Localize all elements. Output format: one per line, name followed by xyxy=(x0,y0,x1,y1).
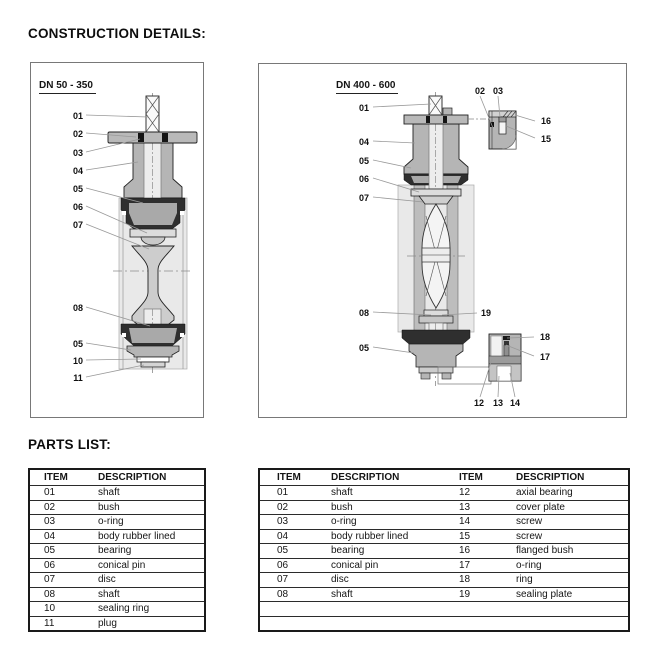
table-cell: 03 xyxy=(29,515,98,530)
callout-label-12: 12 xyxy=(473,398,484,408)
table-cell: bush xyxy=(98,500,205,515)
table-cell xyxy=(516,602,629,617)
table-header-cell: ITEM xyxy=(459,469,516,486)
table-cell: 14 xyxy=(459,515,516,530)
table-cell: axial bearing xyxy=(516,486,629,501)
callout-label-07: 07 xyxy=(72,220,83,230)
table-cell xyxy=(259,616,331,631)
table-cell xyxy=(331,602,459,617)
valve-cross-section-drawing xyxy=(259,64,626,417)
table-header-cell: ITEM xyxy=(29,469,98,486)
table-cell: 15 xyxy=(459,529,516,544)
table-header-cell: DESCRIPTION xyxy=(331,469,459,486)
valve-cross-section-drawing xyxy=(31,63,203,417)
table-cell: o-ring xyxy=(98,515,205,530)
table-cell: 10 xyxy=(29,602,98,617)
table-row xyxy=(259,587,629,602)
callout-label-08: 08 xyxy=(72,303,83,313)
table-cell: body rubber lined xyxy=(98,529,205,544)
table-cell: sealing ring xyxy=(98,602,205,617)
table-cell: shaft xyxy=(98,587,205,602)
callout-label-08: 08 xyxy=(358,308,369,318)
parts-table-right xyxy=(258,468,630,632)
table-row xyxy=(29,529,205,544)
table-cell: sealing plate xyxy=(516,587,629,602)
table-row xyxy=(29,587,205,602)
callout-label-17: 17 xyxy=(539,352,550,362)
table-header-cell: DESCRIPTION xyxy=(516,469,629,486)
table-cell: shaft xyxy=(98,486,205,501)
callout-label-01: 01 xyxy=(72,111,83,121)
callout-label-05: 05 xyxy=(358,156,369,166)
callout-label-06: 06 xyxy=(72,202,83,212)
table-cell: disc xyxy=(331,573,459,588)
table-cell: 06 xyxy=(259,558,331,573)
callout-label-05b: 05 xyxy=(72,339,83,349)
table-cell: 01 xyxy=(29,486,98,501)
table-cell: 08 xyxy=(29,587,98,602)
table-cell: bearing xyxy=(98,544,205,559)
table-row xyxy=(29,515,205,530)
table-cell: o-ring xyxy=(516,558,629,573)
callout-label-07: 07 xyxy=(358,193,369,203)
table-cell: 16 xyxy=(459,544,516,559)
table-row xyxy=(29,544,205,559)
table-cell: 03 xyxy=(259,515,331,530)
diagram-panel-dn50-350 xyxy=(30,62,204,418)
table-cell: 17 xyxy=(459,558,516,573)
dn-range-label: DN 400 - 600 xyxy=(336,80,398,94)
callout-label-18: 18 xyxy=(539,332,550,342)
table-cell: conical pin xyxy=(98,558,205,573)
table-cell: 01 xyxy=(259,486,331,501)
table-cell: disc xyxy=(98,573,205,588)
table-cell: plug xyxy=(98,616,205,631)
callout-label-02: 02 xyxy=(72,129,83,139)
table-row xyxy=(259,544,629,559)
table-cell: shaft xyxy=(331,587,459,602)
diagram-panel-dn400-600 xyxy=(258,63,627,418)
callout-label-11: 11 xyxy=(73,373,83,383)
table-row xyxy=(29,558,205,573)
table-cell: cover plate xyxy=(516,500,629,515)
table-cell: 07 xyxy=(29,573,98,588)
table-cell xyxy=(259,602,331,617)
table-cell xyxy=(331,616,459,631)
table-row xyxy=(259,500,629,515)
callout-label-03: 03 xyxy=(72,148,83,158)
table-cell: flanged bush xyxy=(516,544,629,559)
table-cell: ring xyxy=(516,573,629,588)
table-cell xyxy=(459,602,516,617)
table-row xyxy=(259,515,629,530)
table-cell xyxy=(459,616,516,631)
table-cell: 02 xyxy=(29,500,98,515)
table-cell: 08 xyxy=(259,587,331,602)
callout-label-04: 04 xyxy=(358,137,369,147)
table-header-cell: ITEM xyxy=(259,469,331,486)
callout-label-19: 19 xyxy=(480,308,491,318)
table-cell: shaft xyxy=(331,486,459,501)
callout-label-01: 01 xyxy=(358,103,369,113)
table-cell: 13 xyxy=(459,500,516,515)
callout-label-02: 02 xyxy=(474,86,485,96)
table-cell: 12 xyxy=(459,486,516,501)
table-header-cell: DESCRIPTION xyxy=(98,469,205,486)
table-row xyxy=(259,558,629,573)
callout-label-05b: 05 xyxy=(358,343,369,353)
table-cell: conical pin xyxy=(331,558,459,573)
callout-label-16: 16 xyxy=(540,116,551,126)
parts-table-left xyxy=(28,468,206,632)
callout-label-06: 06 xyxy=(358,174,369,184)
table-row xyxy=(29,616,205,631)
table-cell: 05 xyxy=(29,544,98,559)
table-row xyxy=(29,602,205,617)
table-cell: o-ring xyxy=(331,515,459,530)
table-header-row xyxy=(259,469,629,486)
table-header-row xyxy=(29,469,205,486)
table-row xyxy=(29,573,205,588)
table-cell: 05 xyxy=(259,544,331,559)
table-cell: 07 xyxy=(259,573,331,588)
table-cell: screw xyxy=(516,515,629,530)
table-row xyxy=(29,500,205,515)
table-cell: bearing xyxy=(331,544,459,559)
construction-details-title: CONSTRUCTION DETAILS: xyxy=(28,26,206,41)
callout-label-13: 13 xyxy=(492,398,503,408)
table-cell: screw xyxy=(516,529,629,544)
table-row xyxy=(259,486,629,501)
callout-label-05: 05 xyxy=(72,184,83,194)
table-cell xyxy=(516,616,629,631)
table-row xyxy=(259,616,629,631)
table-cell: 02 xyxy=(259,500,331,515)
dn-range-label: DN 50 - 350 xyxy=(39,80,96,94)
table-cell: 04 xyxy=(29,529,98,544)
table-cell: 04 xyxy=(259,529,331,544)
callout-label-10: 10 xyxy=(72,356,83,366)
table-cell: body rubber lined xyxy=(331,529,459,544)
callout-label-15: 15 xyxy=(540,134,551,144)
table-cell: 19 xyxy=(459,587,516,602)
table-cell: 06 xyxy=(29,558,98,573)
parts-list-title: PARTS LIST: xyxy=(28,437,111,452)
table-row xyxy=(259,529,629,544)
table-row xyxy=(29,486,205,501)
table-row xyxy=(259,602,629,617)
callout-label-04: 04 xyxy=(72,166,83,176)
table-cell: 11 xyxy=(29,616,98,631)
callout-label-03: 03 xyxy=(492,86,503,96)
table-row xyxy=(259,573,629,588)
table-cell: bush xyxy=(331,500,459,515)
table-cell: 18 xyxy=(459,573,516,588)
callout-label-14: 14 xyxy=(509,398,520,408)
